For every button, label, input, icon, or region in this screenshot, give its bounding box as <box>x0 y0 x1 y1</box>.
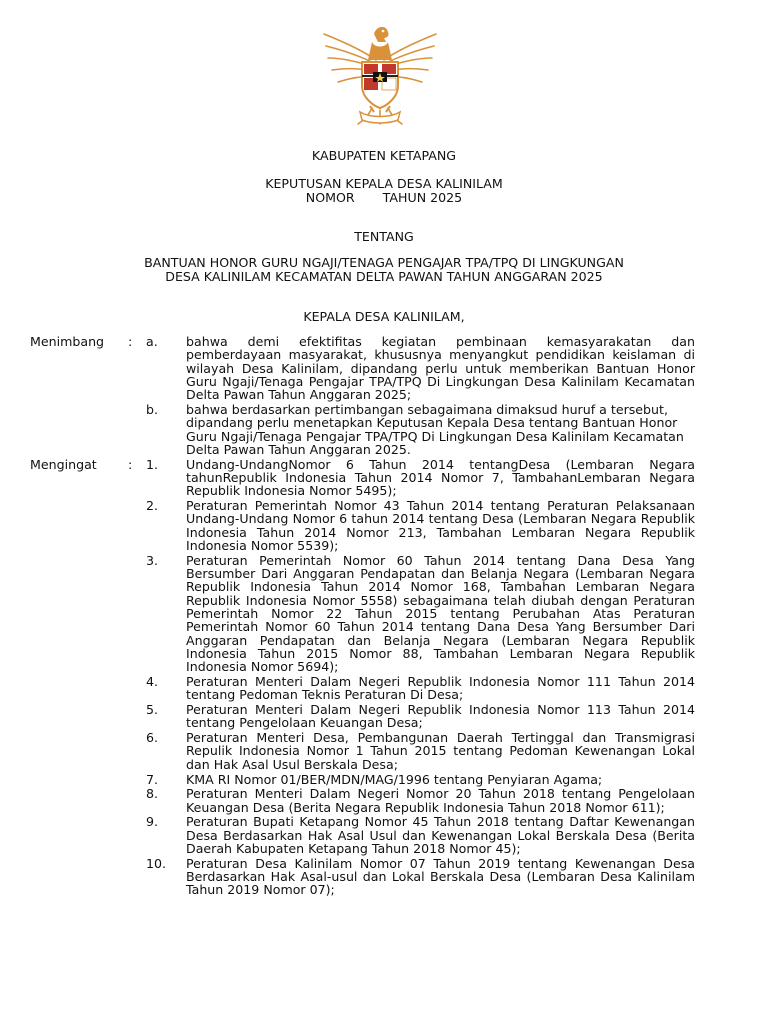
item-number: a. <box>146 334 158 349</box>
mengingat-item <box>30 499 695 552</box>
item-number: 5. <box>146 702 159 718</box>
menimbang-label: Menimbang <box>30 334 105 349</box>
item-text: KMA RI Nomor 01/BER/MDN/MAG/1996 tentang Penyiaran Agama; <box>186 771 603 787</box>
item-number: 4. <box>146 673 159 689</box>
mengingat-item <box>30 731 695 771</box>
menimbang-colon: : <box>128 334 133 349</box>
mengingat-item <box>30 857 695 897</box>
item-text: Peraturan Desa Kalinilam Nomor 07 Tahun 2019 tentang Kewenangan Desa Berdasarkan Hak Asal-usul dan Lokal Berskala Desa (Lembaran Desa Kalinilam Tahun 2019 Nomor 07); <box>186 855 695 898</box>
regency-title: KABUPATEN KETAPANG <box>311 148 457 163</box>
item-text: Peraturan Pemerintah Nomor 43 Tahun 2014 tentang Peraturan Pelaksanaan Undang-Undang Nomor 6 tahun 2014 tentang Desa (Lembaran Negara Republik Indonesia Tahun 2014 Nomor 213, Tambahan Lembaran Negara Republik Indonesia Nomor 5539); <box>186 498 695 553</box>
item-text: Peraturan Menteri Dalam Negeri Republik Indonesia Nomor 111 Tahun 2014 tentang Pedoman Teknis Peraturan Di Desa; <box>186 673 695 703</box>
decree-number: NOMOR TAHUN 2025 <box>305 190 463 205</box>
menimbang-item <box>30 335 695 401</box>
decree-body <box>30 335 695 898</box>
item-text: bahwa demi efektifitas kegiatan pembinaan kemasyarakatan dan pemberdayaan masyarakat, khususnya menyangkut pendidikan keislaman di wilayah Desa Kalinilam, dipandang perlu untuk memberikan Bantuan Honor Guru Ngaji/Tenaga Pengajar TPA/TPQ Di Lingkungan Desa Kalinilam Kecamatan Delta Pawan Tahun Anggaran 2025; <box>186 334 695 403</box>
mengingat-colon: : <box>128 456 133 472</box>
item-number: 7. <box>146 771 159 787</box>
item-text: Undang-UndangNomor 6 Tahun 2014 tentangDesa (Lembaran Negara tahunRepublik Indonesia Tahun 2014 Nomor 7, TambahanLembaran Negara Republik Indonesia Nomor 5495); <box>186 456 695 499</box>
mengingat-label: Mengingat <box>30 456 97 472</box>
item-number: 8. <box>146 786 159 802</box>
subject-line-2: DESA KALINILAM KECAMATAN DELTA PAWAN TAHUN ANGGARAN 2025 <box>165 269 603 284</box>
item-number: 2. <box>146 498 159 514</box>
mengingat-item <box>30 703 695 730</box>
mengingat-item <box>30 787 695 814</box>
decree-title: KEPUTUSAN KEPALA DESA KALINILAM <box>265 176 503 191</box>
item-number: b. <box>146 401 158 417</box>
mengingat-item <box>30 458 695 498</box>
mengingat-item <box>30 675 695 702</box>
mengingat-item <box>30 815 695 855</box>
item-text: Peraturan Menteri Desa, Pembangunan Daerah Tertinggal dan Transmigrasi Repulik Indonesia Nomor 1 Tahun 2015 tentang Pedoman Kewenangan Lokal dan Hak Asal Usul Berskala Desa; <box>186 730 695 772</box>
item-number: 3. <box>146 552 159 568</box>
item-number: 10. <box>146 855 167 871</box>
about-heading: TENTANG <box>354 229 414 244</box>
item-number: 6. <box>146 730 159 746</box>
item-text: Peraturan Bupati Ketapang Nomor 45 Tahun 2018 tentang Daftar Kewenangan Desa Berdasarkan Hak Asal Usul dan Kewenangan Lokal Berskala Desa (Berita Daerah Kabupaten Ketapang Tahun 2018 Nomor 45); <box>186 814 695 856</box>
item-text: bahwa berdasarkan pertimbangan sebagaimana dimaksud huruf a tersebut, dipandang perlu menetapkan Keputusan Kepala Desa tentang Bantuan Honor Guru Ngaji/Tenaga Pengajar TPA/TPQ Di Lingkungan Desa Kalinilam Kecamatan Delta Pawan Tahun Anggaran 2025. <box>186 401 684 457</box>
menimbang-item <box>30 403 695 456</box>
mengingat-item <box>30 554 695 674</box>
issuer-heading: KEPALA DESA KALINILAM, <box>303 309 465 324</box>
item-text: Peraturan Pemerintah Nomor 60 Tahun 2014 tentang Dana Desa Yang Bersumber Dari Anggaran Pendapatan dan Belanja Negara (Lembaran Negara Republik Indonesia Tahun 2014 Nomor 168, Tambahan Lembaran Negara Republik Indonesia Nomor 5558) sebagaimana telah diubah dengan Peraturan Pemerintah Nomor 22 Tahun 2015 tentang Perubahan Atas Peraturan Pemerintah Nomor 60 Tahun 2014 tentang Dana Desa Yang Bersumber Dari Anggaran Pendapatan dan Belanja Negara (Lembaran Negara Republik Indonesia Tahun 2015 Nomor 88, Tambahan Lembaran Negara Republik Indonesia Nomor 5694); <box>186 552 695 675</box>
item-text: Peraturan Menteri Dalam Negeri Republik Indonesia Nomor 113 Tahun 2014 tentang Pengelolaan Keuangan Desa; <box>186 702 695 731</box>
garuda-emblem-icon <box>314 20 446 130</box>
mengingat-item <box>30 773 695 786</box>
item-text: Peraturan Menteri Dalam Negeri Nomor 20 Tahun 2018 tentang Pengelolaan Keuangan Desa (Berita Negara Republik Indonesia Tahun 2018 Nomor 611); <box>186 786 695 815</box>
item-number: 1. <box>146 456 159 472</box>
subject-line-1: BANTUAN HONOR GURU NGAJI/TENAGA PENGAJAR TPA/TPQ DI LINGKUNGAN <box>144 255 624 270</box>
item-number: 9. <box>146 814 159 830</box>
